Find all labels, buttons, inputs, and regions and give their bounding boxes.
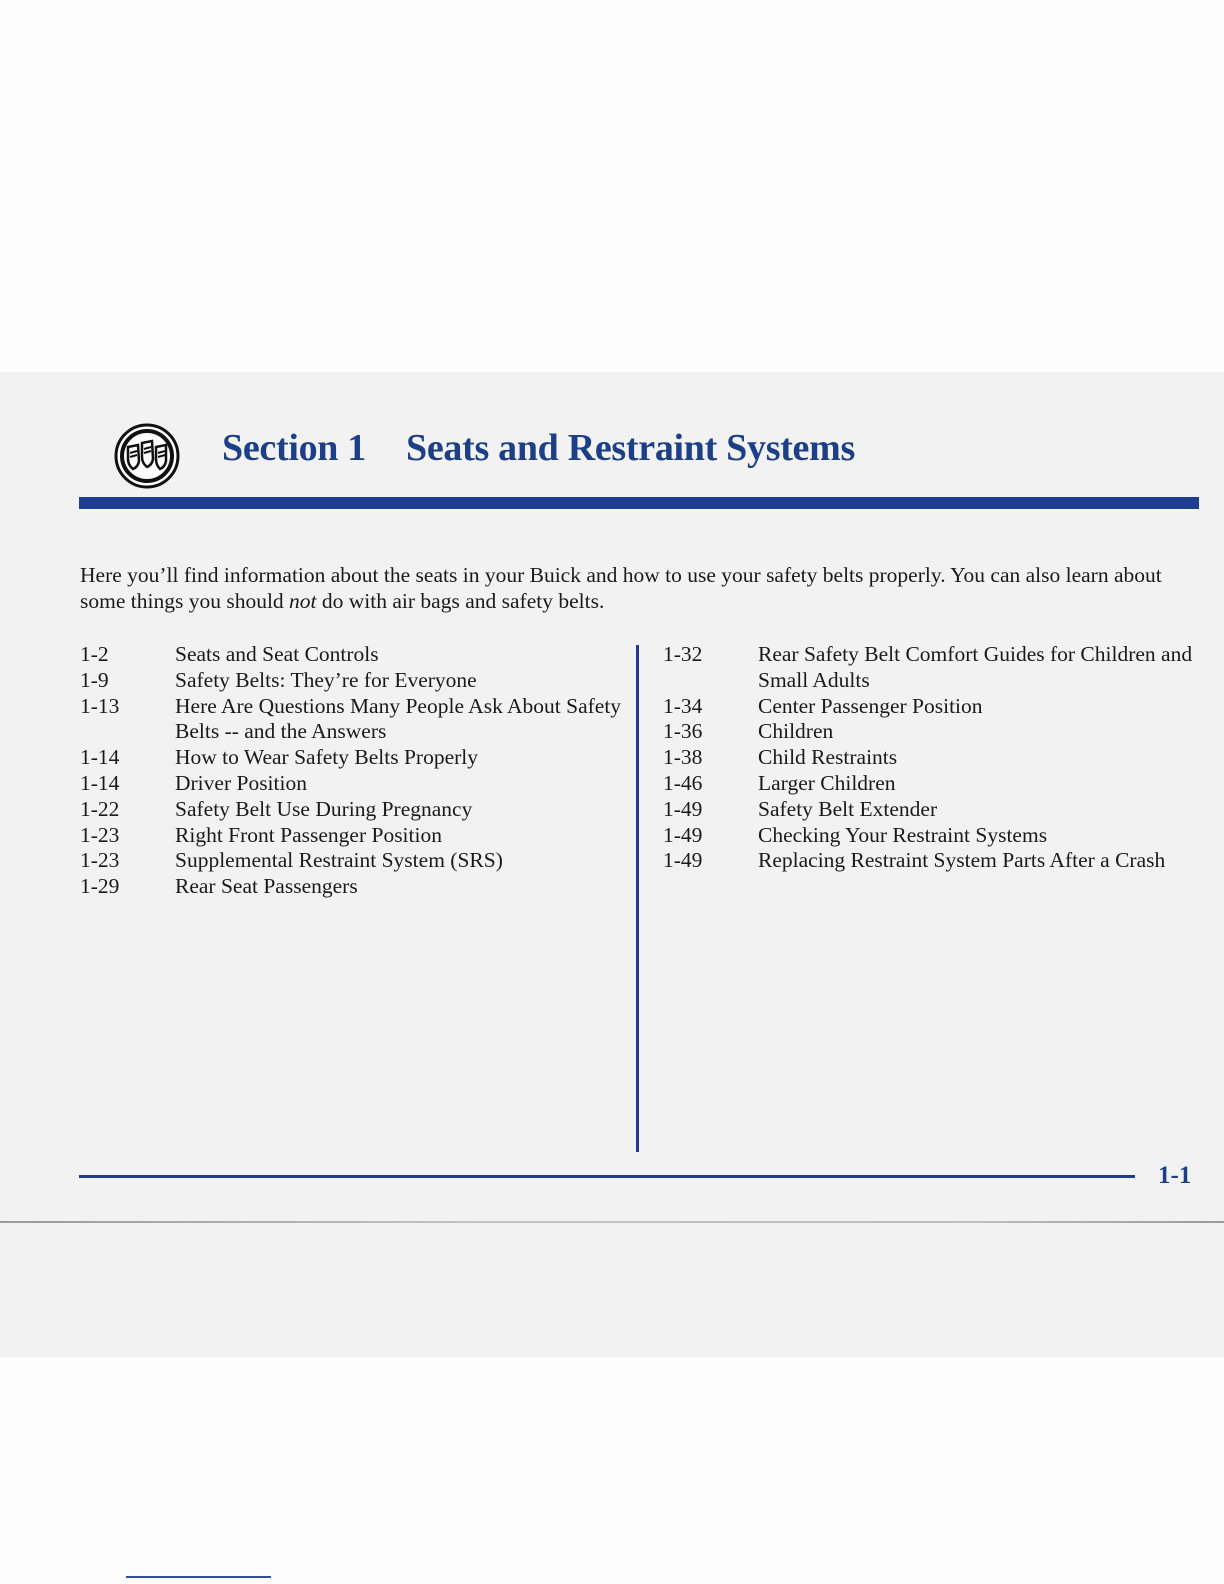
- page-number: 1-1: [1158, 1162, 1192, 1189]
- toc-page-number: 1-22: [80, 796, 120, 821]
- toc-entry-title: Children: [758, 719, 834, 744]
- toc-entry: [80, 771, 630, 797]
- toc-entry-title: Larger Children: [758, 770, 896, 795]
- toc-page-number: 1-49: [663, 796, 703, 821]
- toc-page-number: 1-23: [80, 848, 120, 873]
- section-title: Seats and Restraint Systems: [406, 427, 855, 469]
- header-rule: [79, 497, 1199, 509]
- toc-entry-title: Child Restraints: [758, 745, 898, 770]
- toc-page-number: 1-32: [663, 642, 703, 666]
- toc-page-number: 1-36: [663, 719, 703, 744]
- footer-rule: [79, 1175, 1135, 1178]
- toc-entry-title: Rear Seat Passengers: [175, 874, 358, 899]
- toc-entry-title: Safety Belts: They’re for Everyone: [175, 667, 477, 692]
- band-edge-divider: [0, 1221, 1224, 1223]
- section-label: Section 1: [222, 427, 367, 469]
- toc-entry: [80, 668, 630, 694]
- intro-paragraph: [80, 562, 1190, 614]
- buick-tri-shield-icon: [114, 423, 180, 489]
- toc-entry: [80, 848, 630, 874]
- toc-entry-title: Replacing Restraint System Parts After a Crash: [758, 848, 1166, 873]
- toc-page-number: 1-49: [663, 848, 703, 873]
- toc-entry-title: How to Wear Safety Belts Properly: [175, 745, 478, 770]
- toc-page-number: 1-49: [663, 822, 703, 847]
- toc-entry: [663, 719, 1203, 745]
- intro-text-before: Here you’ll find information about the seats in your Buick and how to use your safety belts properly. You can also learn about some things you should: [80, 563, 1162, 613]
- toc-entry-title: Driver Position: [175, 770, 307, 795]
- toc-left-column: [80, 642, 630, 900]
- toc-right-column: [663, 642, 1203, 874]
- toc-entry-title: Supplemental Restraint System (SRS): [175, 848, 503, 873]
- toc-page-number: 1-46: [663, 770, 703, 795]
- intro-emphasis: not: [289, 589, 317, 613]
- toc-entry: [80, 874, 630, 900]
- toc-entry: [663, 771, 1203, 797]
- toc-entry: [663, 694, 1203, 720]
- toc-entry: [80, 823, 630, 849]
- toc-entry-title: Safety Belt Use During Pregnancy: [175, 796, 473, 821]
- toc-page-number: 1-9: [80, 667, 109, 692]
- toc-page-number: 1-38: [663, 745, 703, 770]
- toc-entry-title: Checking Your Restraint Systems: [758, 822, 1048, 847]
- toc-page-number: 1-29: [80, 874, 120, 899]
- toc-entry-title: Center Passenger Position: [758, 693, 983, 718]
- toc-page-number: 1-2: [80, 642, 109, 666]
- toc-page-number: 1-34: [663, 693, 703, 718]
- toc-entry: [663, 823, 1203, 849]
- toc-entry-title: Right Front Passenger Position: [175, 822, 442, 847]
- toc-entry: [663, 797, 1203, 823]
- toc-page-number: 1-14: [80, 770, 120, 795]
- toc-entry: [80, 745, 630, 771]
- toc-page-number: 1-14: [80, 745, 120, 770]
- toc-entry: [80, 642, 630, 668]
- toc-entry-title: Seats and Seat Controls: [175, 642, 379, 666]
- toc-entry-title: Rear Safety Belt Comfort Guides for Children and Small Adults: [758, 642, 1193, 692]
- toc-page-number: 1-13: [80, 693, 120, 718]
- toc-entry: [663, 848, 1203, 874]
- footer-link-underline: [126, 1576, 271, 1578]
- toc-page-number: 1-23: [80, 822, 120, 847]
- toc-entry: [80, 797, 630, 823]
- toc-entry-title: Here Are Questions Many People Ask About Safety Belts -- and the Answers: [175, 693, 622, 744]
- intro-text-after: do with air bags and safety belts.: [316, 589, 605, 613]
- toc-entry: [663, 642, 1203, 694]
- toc-entry: [80, 694, 630, 746]
- toc-entry-title: Safety Belt Extender: [758, 796, 938, 821]
- column-divider: [636, 645, 639, 1152]
- toc-entry: [663, 745, 1203, 771]
